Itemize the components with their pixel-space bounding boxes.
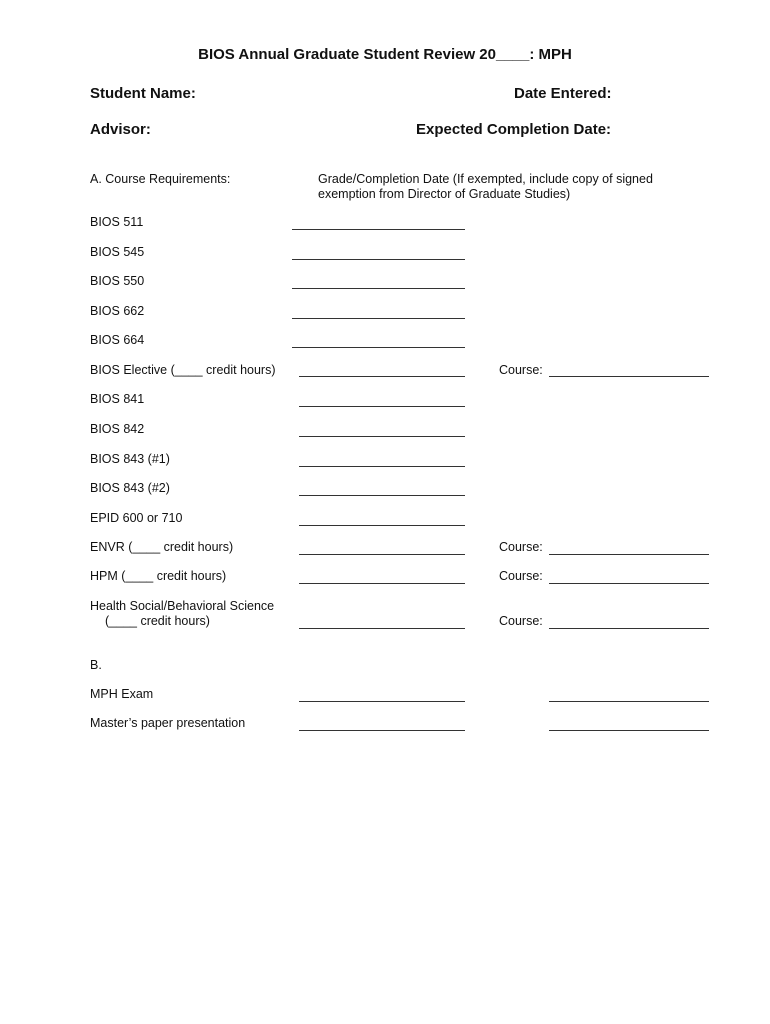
course-label: BIOS 662 <box>90 304 145 318</box>
date-entered-label: Date Entered: <box>514 85 612 102</box>
course-name-label: Course: <box>499 614 543 628</box>
grade-note-line2: exemption from Director of Graduate Studies) <box>318 187 571 201</box>
grade-blank[interactable] <box>292 347 465 348</box>
grade-blank[interactable] <box>292 229 465 230</box>
paper-blank[interactable] <box>299 730 465 731</box>
course-label: BIOS 841 <box>90 392 145 406</box>
course-label: BIOS 545 <box>90 245 145 259</box>
grade-blank[interactable] <box>299 406 465 407</box>
course-name-label: Course: <box>499 569 543 583</box>
section-a-label: A. Course Requirements: <box>90 172 231 186</box>
grade-blank[interactable] <box>299 436 465 437</box>
course-label: EPID 600 or 710 <box>90 511 183 525</box>
course-label: BIOS 664 <box>90 333 145 347</box>
item-label: Master’s paper presentation <box>90 716 246 730</box>
course-label: BIOS Elective (____ credit hours) <box>90 363 276 377</box>
page-title: BIOS Annual Graduate Student Review 20____: MPH <box>198 46 572 63</box>
paper-date-blank[interactable] <box>549 730 709 731</box>
course-label-line2: (____ credit hours) <box>105 614 210 628</box>
exam-date-blank[interactable] <box>549 701 709 702</box>
student-name-label: Student Name: <box>90 85 196 102</box>
course-name-blank[interactable] <box>549 376 709 377</box>
course-label: BIOS 511 <box>90 215 144 229</box>
course-label-line1: Health Social/Behavioral Science <box>90 599 275 613</box>
course-label: BIOS 550 <box>90 274 145 288</box>
advisor-label: Advisor: <box>90 121 151 138</box>
section-b-label: B. <box>90 658 102 672</box>
grade-note-line1: Grade/Completion Date (If exempted, include copy of signed <box>318 172 653 186</box>
course-label: BIOS 842 <box>90 422 145 436</box>
item-label: MPH Exam <box>90 687 154 701</box>
course-label: BIOS 843 (#1) <box>90 452 170 466</box>
exam-blank[interactable] <box>299 701 465 702</box>
grade-note <box>318 172 653 202</box>
course-name-label: Course: <box>499 363 543 377</box>
course-label: ENVR (____ credit hours) <box>90 540 234 554</box>
grade-blank[interactable] <box>292 288 465 289</box>
grade-blank[interactable] <box>299 376 465 377</box>
expected-completion-label: Expected Completion Date: <box>416 121 612 138</box>
course-label: HPM (____ credit hours) <box>90 569 227 583</box>
grade-blank[interactable] <box>299 495 465 496</box>
course-name-blank[interactable] <box>549 583 709 584</box>
grade-blank[interactable] <box>299 466 465 467</box>
grade-blank[interactable] <box>299 554 465 555</box>
grade-blank[interactable] <box>299 525 465 526</box>
course-name-blank[interactable] <box>549 554 709 555</box>
grade-blank[interactable] <box>299 628 465 629</box>
grade-blank[interactable] <box>292 318 465 319</box>
course-name-blank[interactable] <box>549 628 709 629</box>
course-label: BIOS 843 (#2) <box>90 481 170 495</box>
course-name-label: Course: <box>499 540 543 554</box>
grade-blank[interactable] <box>292 259 465 260</box>
grade-blank[interactable] <box>299 583 465 584</box>
